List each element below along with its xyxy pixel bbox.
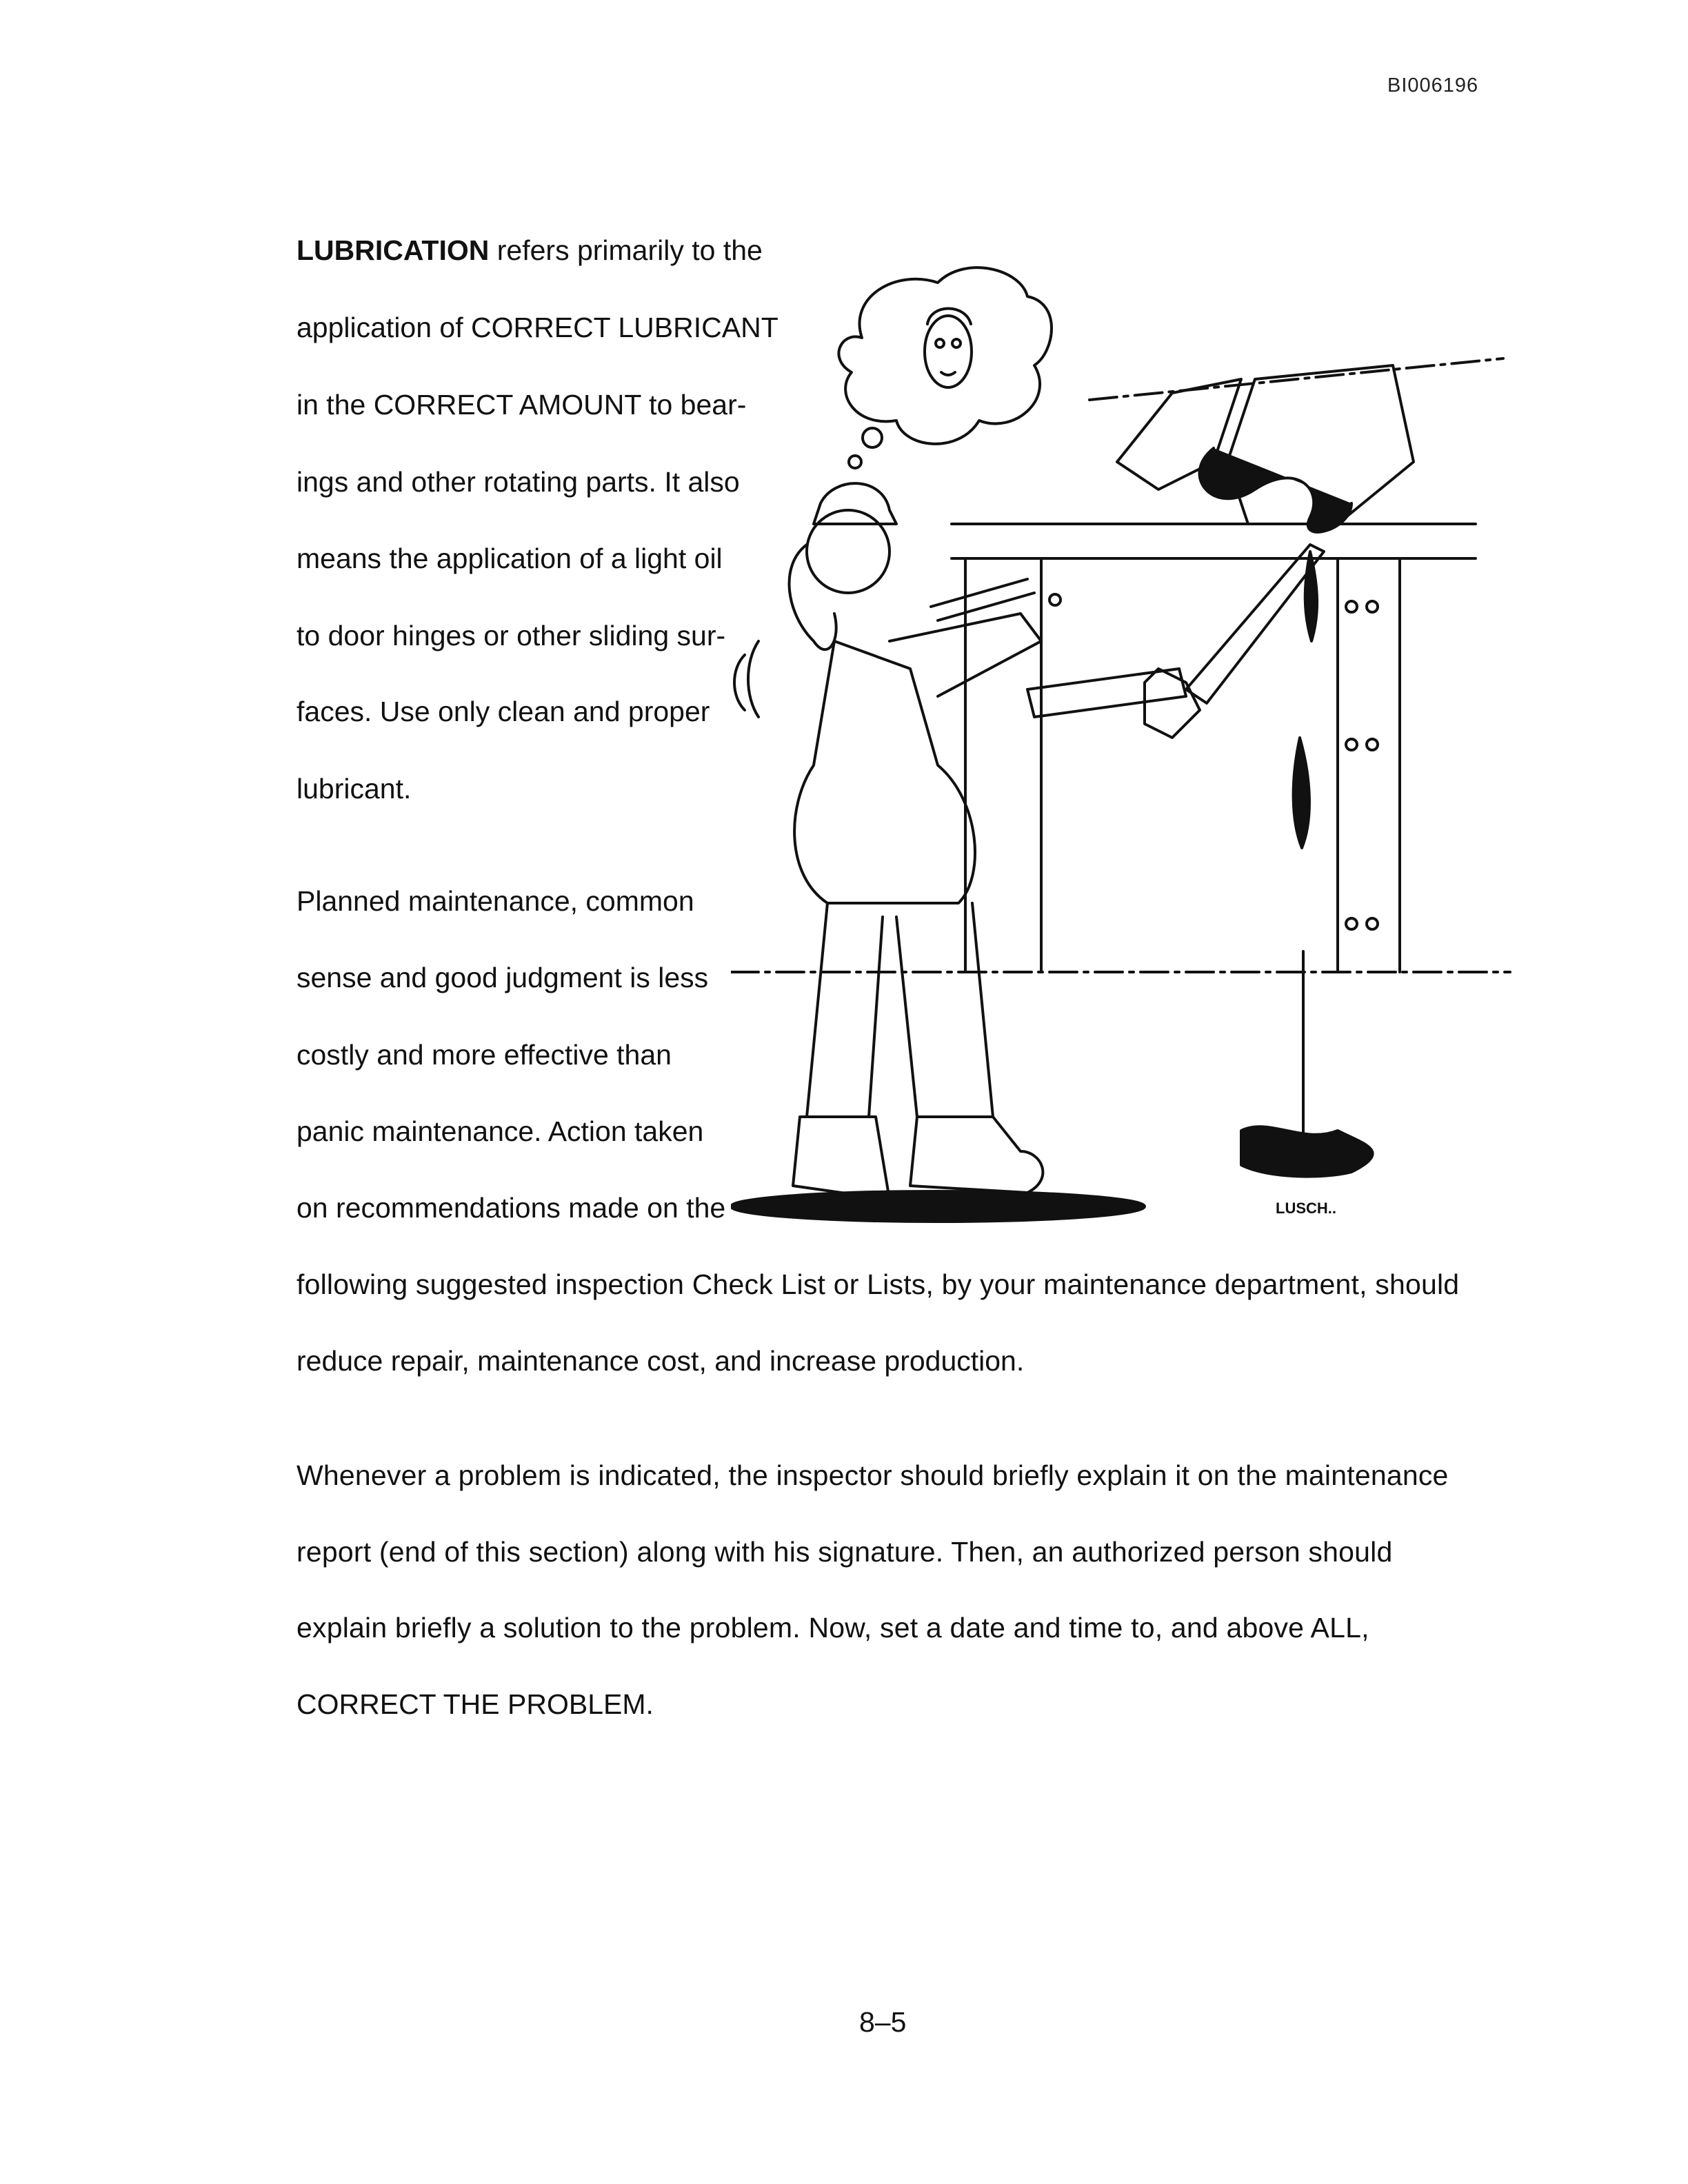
intro-line: application of CORRECT LUBRICANT (297, 312, 778, 343)
paragraph-line: CORRECT THE PROBLEM. (297, 1688, 654, 1720)
thought-face (925, 316, 972, 387)
boot-right (910, 1117, 1043, 1193)
machine-housing (952, 524, 1476, 972)
bold-term: LUBRICATION (297, 234, 490, 266)
paragraph-line: following suggested inspection Check List or Lists, by your maintenance department, should (297, 1268, 1460, 1300)
intro-line: means the application of a light oil (297, 543, 723, 574)
intro-line: LUBRICATION refers primarily to the (297, 234, 763, 266)
intro-line: to door hinges or other sliding sur- (297, 620, 726, 651)
paragraph-line: sense and good judgment is less (297, 962, 709, 993)
document-id: BI006196 (1387, 74, 1479, 97)
intro-line: faces. Use only clean and proper (297, 696, 710, 727)
paragraph-line: reduce repair, maintenance cost, and increase production. (297, 1345, 1025, 1377)
paragraph-line: panic maintenance. Action taken (297, 1115, 704, 1147)
intro-line: in the CORRECT AMOUNT to bear- (297, 389, 747, 421)
lubrication-cartoon-illustration (731, 255, 1531, 1255)
intro-line: lubricant. (297, 773, 412, 805)
thought-cloud (838, 267, 1052, 444)
paragraph-line: explain briefly a solution to the problem. Now, set a date and time to, and above ALL, (297, 1612, 1369, 1644)
paragraph-line: costly and more effective than (297, 1039, 672, 1071)
paragraph-line: on recommendations made on the (297, 1192, 726, 1224)
intro-line: ings and other rotating parts. It also (297, 466, 740, 498)
page-number: 8–5 (859, 2006, 907, 2038)
illustrator-signature: LUSCH.. (1276, 1200, 1336, 1217)
paragraph-line: Planned maintenance, common (297, 885, 694, 917)
oil-can (1145, 669, 1200, 738)
boot-left (793, 1117, 890, 1200)
paragraph-line: report (end of this section) along with his signature. Then, an authorized person should (297, 1536, 1393, 1568)
oil-overflow (1200, 448, 1352, 532)
paragraph-line: Whenever a problem is indicated, the inspector should briefly explain it on the maintenance (297, 1459, 1449, 1491)
